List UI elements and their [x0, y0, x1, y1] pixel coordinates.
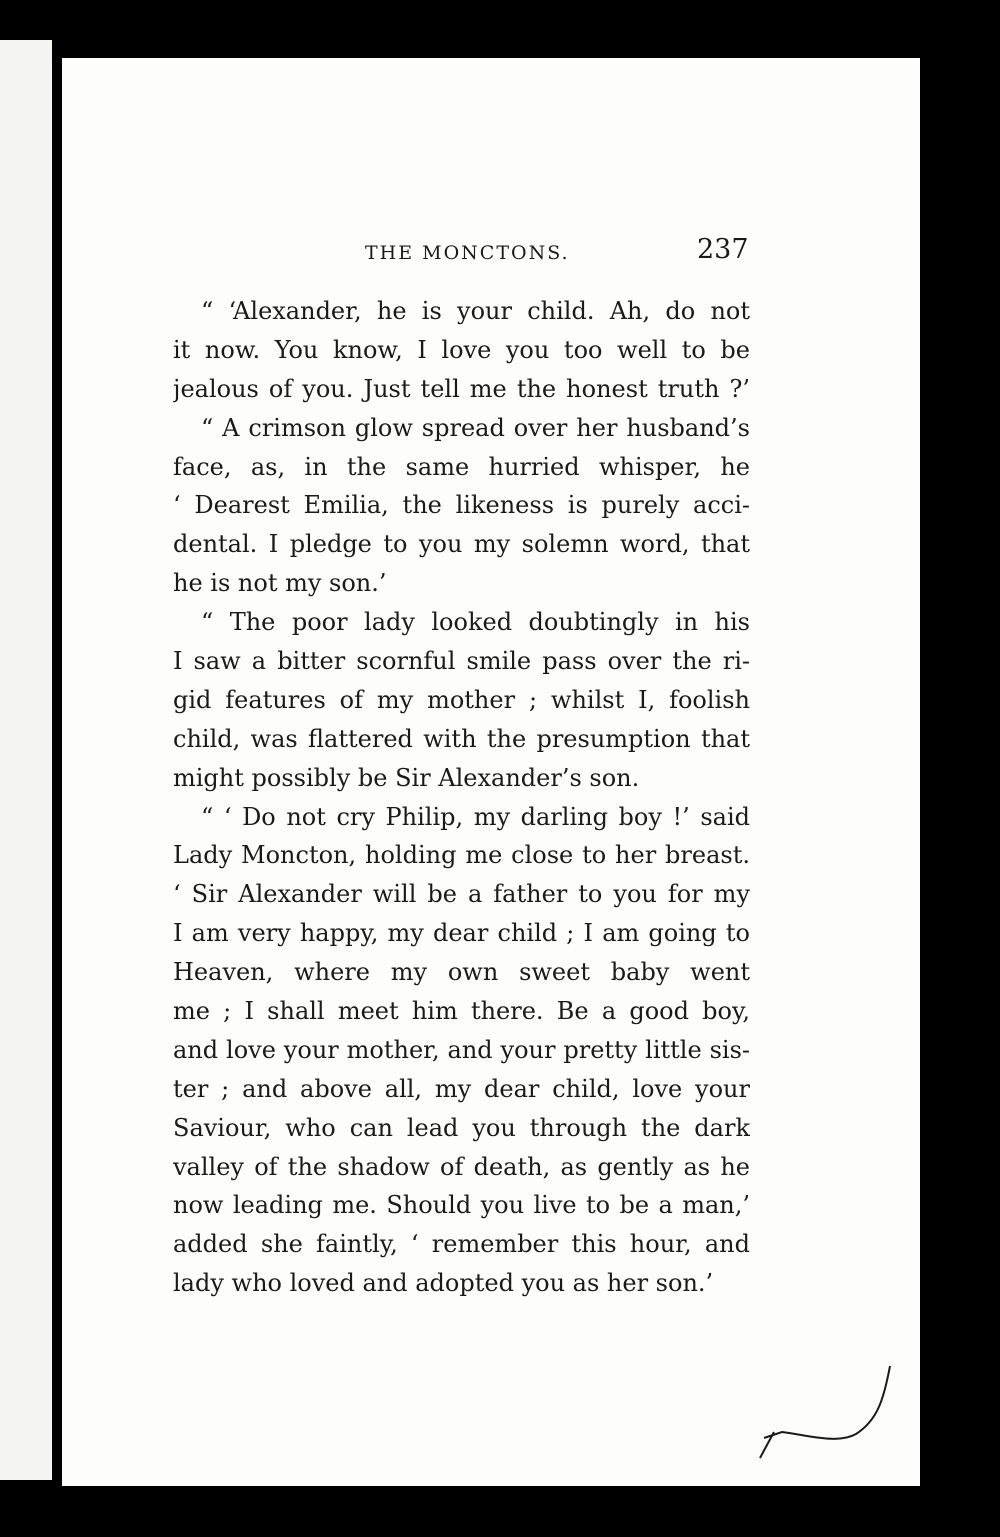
text-line: I am very happy, my dear child ; I am going to	[173, 919, 750, 948]
text-line: “ ‘ Do not cry Philip, my darling boy !’ said	[201, 802, 750, 831]
text-line: Saviour, who can lead you through the dark	[173, 1113, 750, 1142]
text-line: ‘ Dearest Emilia, the likeness is purely acci-	[173, 491, 750, 520]
running-head: THE MONCTONS.	[365, 242, 570, 264]
text-line: dental. I pledge to you my solemn word, that	[173, 530, 750, 559]
text-line: face, as, in the same hurried whisper, he	[173, 452, 750, 481]
text-line: now leading me. Should you live to be a man,’	[173, 1191, 750, 1220]
text-line: child, was flattered with the presumption that	[173, 724, 750, 753]
text-line: me ; I shall meet him there. Be a good boy,	[173, 997, 750, 1026]
text-line: might possibly be Sir Alexander’s son.	[173, 763, 640, 792]
text-line: gid features of my mother ; whilst I, foolish	[173, 685, 750, 714]
body-text	[173, 292, 750, 1303]
text-line: Heaven, where my own sweet baby went	[173, 958, 750, 987]
text-line: Lady Moncton, holding me close to her breast.	[173, 841, 750, 870]
page-number: 237	[697, 234, 749, 265]
text-line: ter ; and above all, my dear child, love your	[173, 1074, 750, 1103]
text-line: jealous of you. Just tell me the honest truth ?’	[173, 374, 750, 403]
text-line: “ A crimson glow spread over her husband’s	[201, 413, 750, 442]
text-line: I saw a bitter scornful smile pass over the ri-	[173, 647, 750, 676]
pencil-mark	[752, 1358, 912, 1468]
book-page	[62, 58, 920, 1486]
text-line: and love your mother, and your pretty little sis-	[173, 1035, 750, 1064]
text-line: ‘ Sir Alexander will be a father to you for my	[173, 880, 750, 909]
page-header	[62, 234, 920, 274]
text-line: added she faintly, ‘ remember this hour, and	[173, 1230, 750, 1259]
text-line: lady who loved and adopted you as her son.’	[173, 1269, 714, 1298]
text-line: “ The poor lady looked doubtingly in his	[201, 608, 750, 637]
text-line: he is not my son.’	[173, 569, 387, 598]
text-line: it now. You know, I love you too well to be	[173, 335, 750, 364]
text-line: “ ‘Alexander, he is your child. Ah, do not	[201, 297, 750, 325]
text-line: valley of the shadow of death, as gently as he	[173, 1152, 750, 1181]
page-edge-left	[0, 40, 52, 1480]
